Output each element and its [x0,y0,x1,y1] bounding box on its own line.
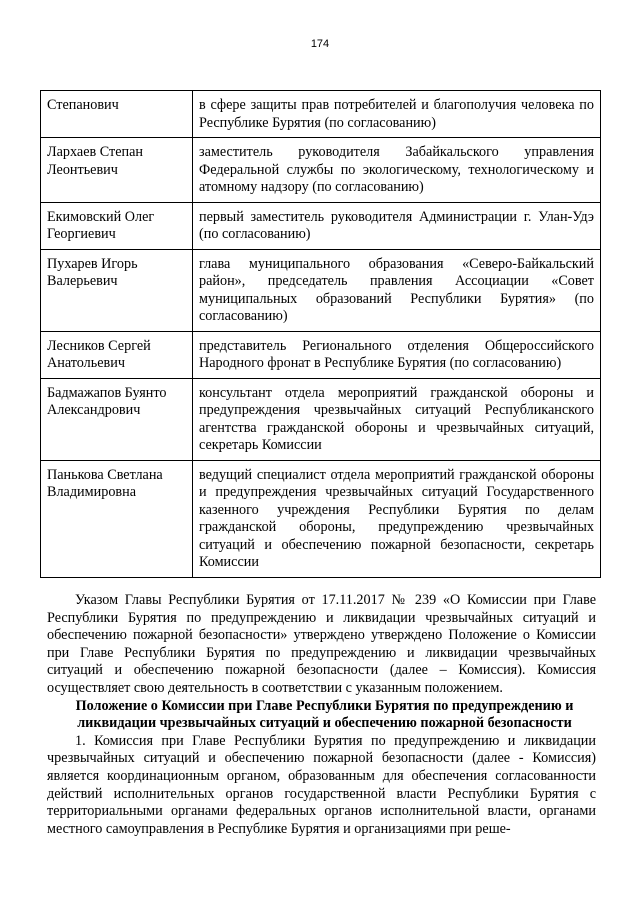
table-row [41,460,601,577]
member-name: Бадмажапов Буянто Александрович [41,378,193,460]
table-row [41,91,601,138]
table-row [41,138,601,203]
page-number: 174 [310,38,330,50]
clause-paragraph: 1. Комиссия при Главе Республики Бурятия по предупреждению и ликвидации чрезвычайных ситуаций и обеспечению пожарной безопасности (далее - Комиссия) является координационным органом, образованным для обеспечения согласованности действий исполнительных органов государственной власти Республики Бурятия с территориальными органами федеральных органов исполнительной власти, органами местного самоуправления в Республике Бурятия и организациями при реше- [47,732,596,837]
document-body [47,592,596,838]
table-row [41,331,601,378]
member-role: в сфере защиты прав потребителей и благополучия человека по Республике Бурятия (по согласованию) [193,91,601,138]
section-heading: Положение о Комиссии при Главе Республики Бурятия по предупреждению и ликвидации чрезвычайных ситуаций и обеспечению пожарной безопасности [75,697,574,732]
member-role: представитель Регионального отделения Общероссийского Народного фронат в Республике Бурятия (по согласованию) [193,331,601,378]
member-name: Екимовский Олег Георгиевич [41,202,193,249]
member-role: ведущий специалист отдела мероприятий гражданской обороны и предупреждения чрезвычайных ситуаций Государственного казенного учреждения Республики Бурятия по делам гражданской обороны, предупреждению чрезвычайных ситуаций и обеспечению пожарной безопасности, секретарь Комиссии [193,460,601,577]
member-name: Лархаев Степан Леонтьевич [41,138,193,203]
table-row [41,202,601,249]
member-role: заместитель руководителя Забайкальского управления Федеральной службы по экологическому, технологическому и атомному надзору (по согласованию) [193,138,601,203]
table-row [41,378,601,460]
member-role: первый заместитель руководителя Администрации г. Улан-Удэ (по согласованию) [193,202,601,249]
member-name: Степанович [41,91,193,138]
member-role: глава муниципального образования «Северо-Байкальский район», председатель правления Ассоциации «Совет муниципальных образований Республики Бурятия» (по согласованию) [193,249,601,331]
member-name: Лесников Сергей Анатольевич [41,331,193,378]
member-role: консультант отдела мероприятий гражданской обороны и предупреждения чрезвычайных ситуаций Республиканского агентства гражданской обороны и чрезвычайных ситуаций, секретарь Комиссии [193,378,601,460]
table-row [41,249,601,331]
member-name: Пухарев Игорь Валерьевич [41,249,193,331]
intro-paragraph: Указом Главы Республики Бурятия от 17.11.2017 № 239 «О Комиссии при Главе Республики Бурятия по предупреждению и ликвидации чрезвычайных ситуаций и обеспечению пожарной безопасности» утверждено утверждено Положение о Комиссии при Главе Республики Бурятия по предупреждению и ликвидации чрезвычайных ситуаций и обеспечению пожарной безопасности (далее – Комиссия). Комиссия осуществляет свою деятельность в соответствии с указанным положением. [47,592,596,696]
member-name: Панькова Светлана Владимировна [41,460,193,577]
commission-members-table [40,90,601,578]
